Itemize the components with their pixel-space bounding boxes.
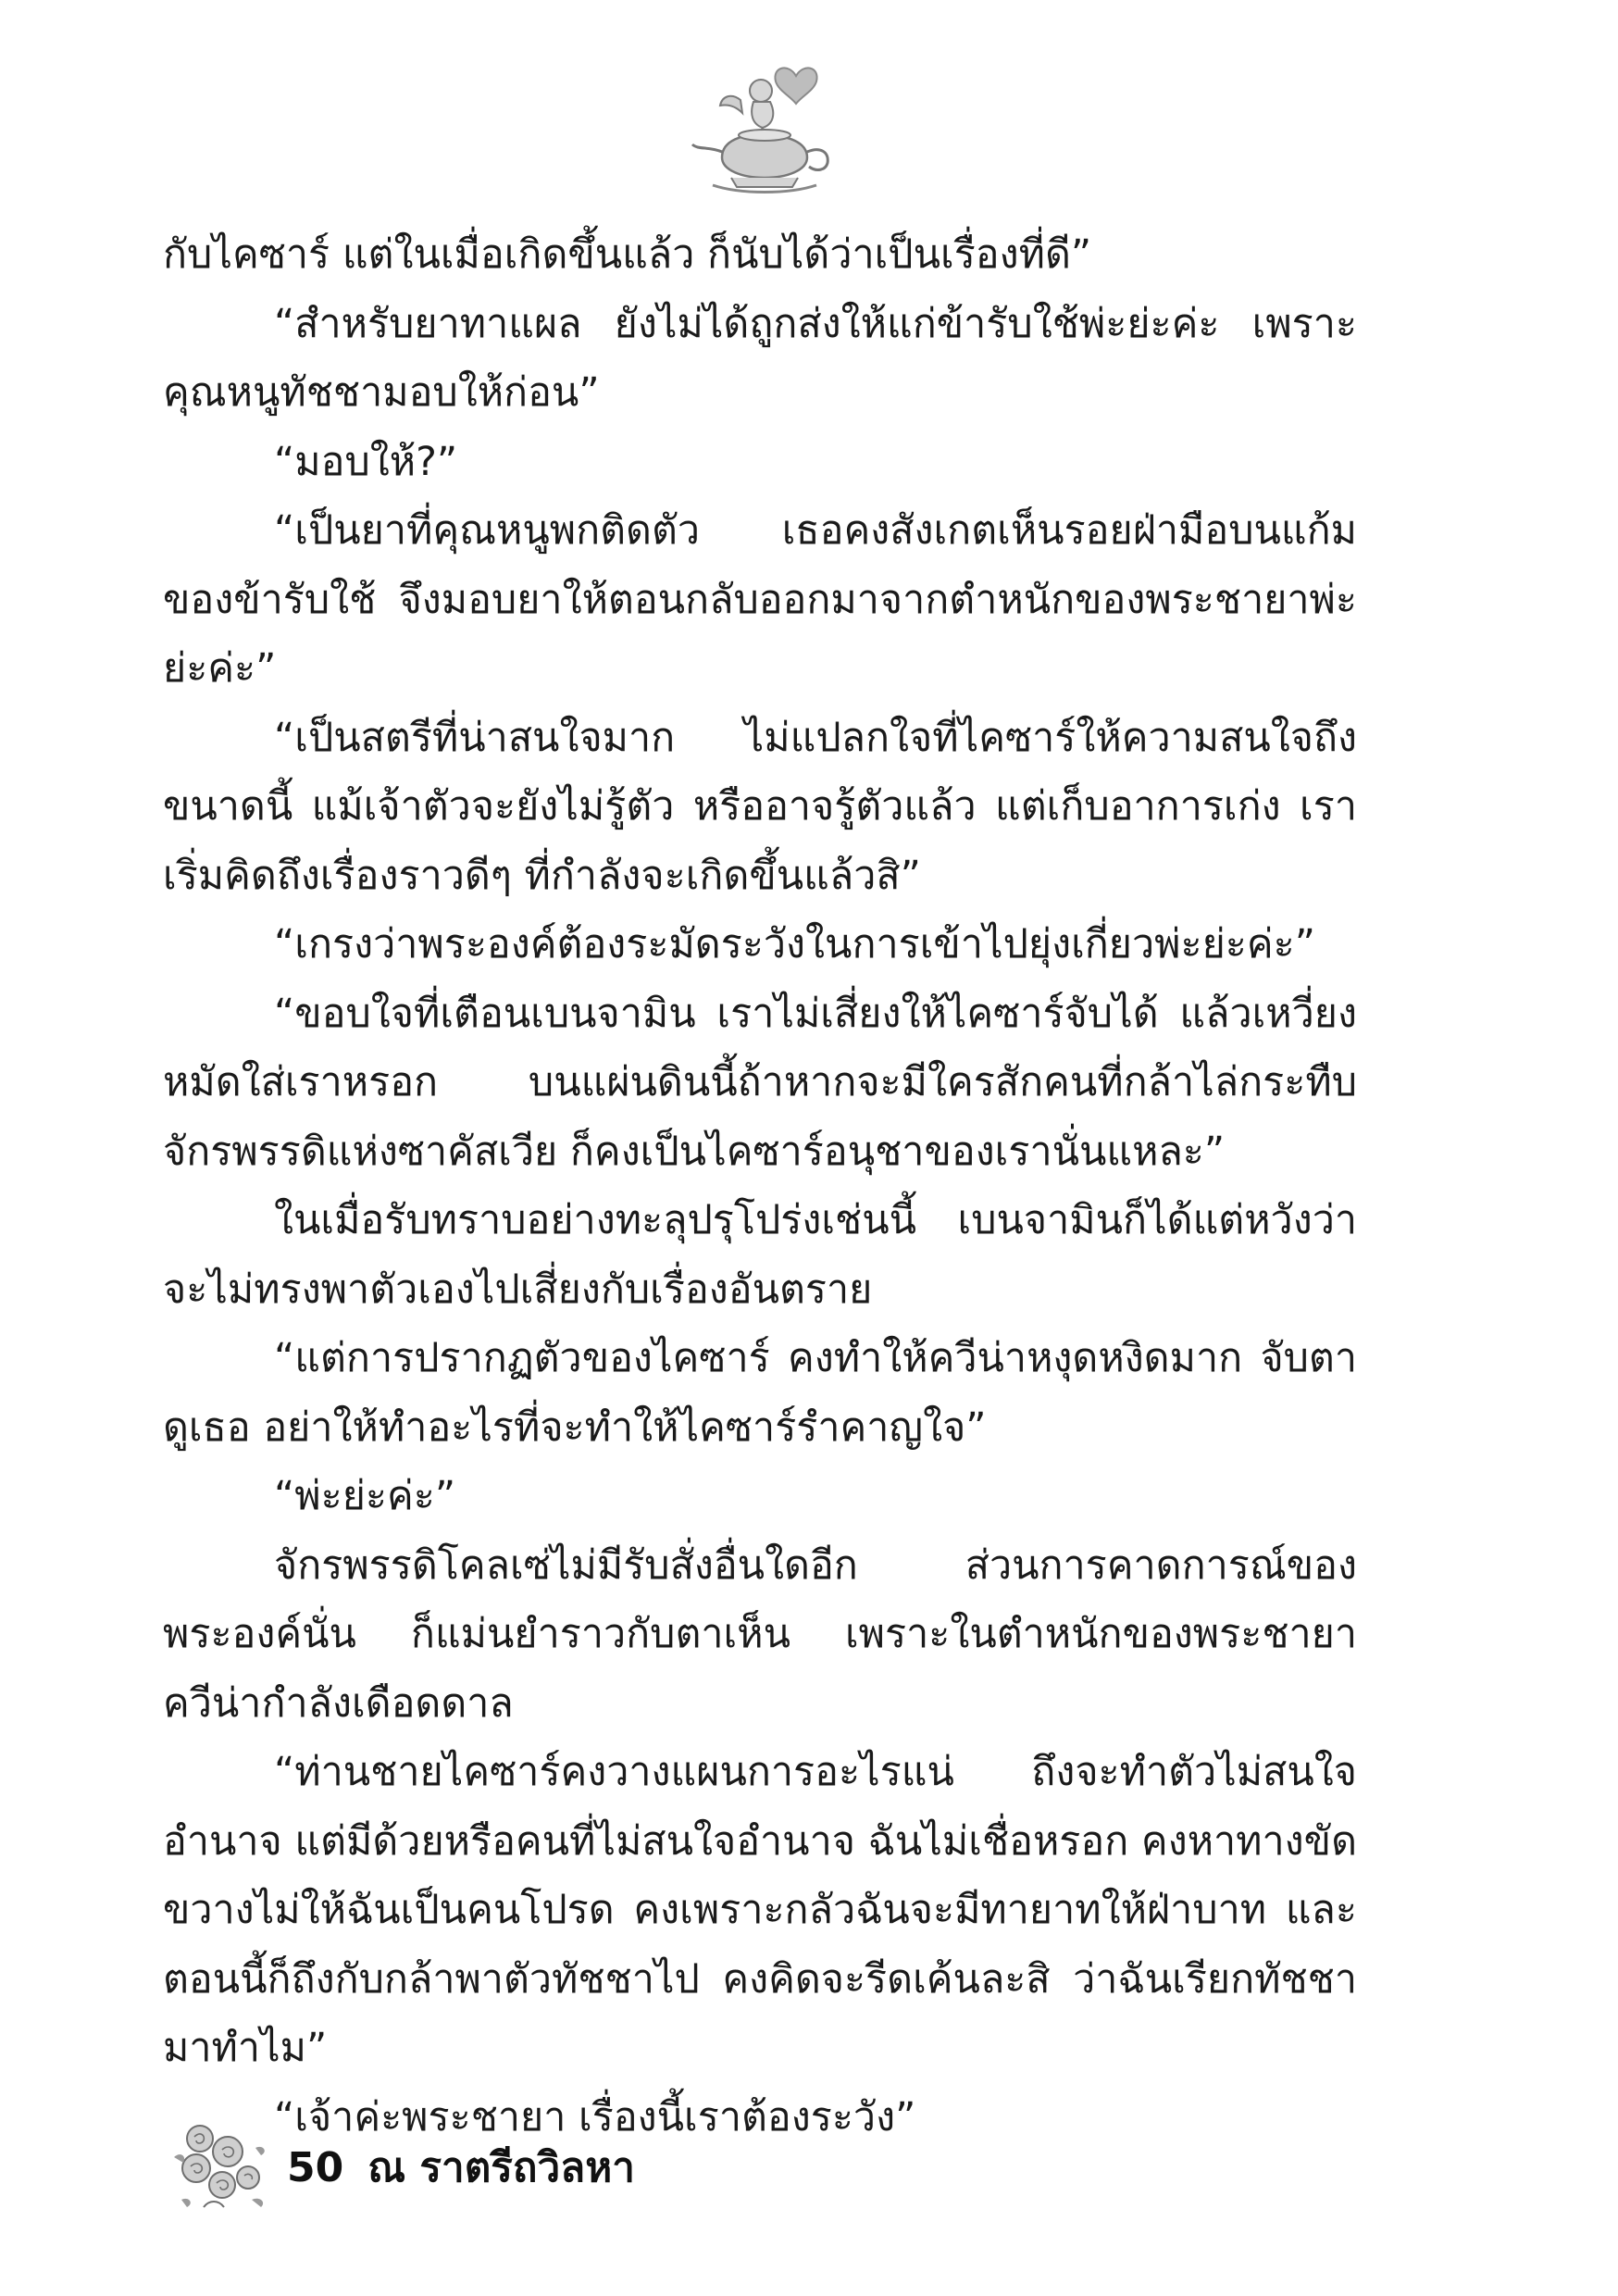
rose-bouquet-ornament-icon xyxy=(163,2111,274,2222)
paragraph: “ท่านชายไคซาร์คงวางแผนการอะไรแน่ ถึงจะทำตัวไม่สนใจอำนาจ แต่มีด้วยหรือคนที่ไม่สนใจอำนาจ ฉันไม่เชื่อหรอก คงหาทางขัดขวางไม่ให้ฉันเป็นคนโปรด คงเพราะกลัวฉันจะมีทายาทให้ฝ่าบาท และตอนนี้ก็ถึงกับกล้าพาตัวทัชชาไป คงคิดจะรีดเค้นละสิ ว่าฉันเรียกทัชชามาทำไม” xyxy=(163,1749,1357,2071)
page-number: 50 xyxy=(287,2144,344,2191)
chapter-body-text xyxy=(163,220,1357,2152)
paragraph: “มอบให้?” xyxy=(274,438,458,485)
paragraph: “พ่ะย่ะค่ะ” xyxy=(274,1473,456,1519)
footer-text xyxy=(287,2135,659,2200)
paragraph: “เป็นสตรีที่น่าสนใจมาก ไม่แปลกใจที่ไคซาร์ให้ความสนใจถึงขนาดนี้ แม้เจ้าตัวจะยังไม่รู้ตัว หรืออาจรู้ตัวแล้ว แต่เก็บอาการเก่ง เราเริ่มคิดถึงเรื่องราวดีๆ ที่กำลังจะเกิดขึ้นแล้วสิ” xyxy=(163,714,1357,899)
paragraph: “ขอบใจที่เตือนเบนจามิน เราไม่เสี่ยงให้ไคซาร์จับได้ แล้วเหวี่ยงหมัดใส่เราหรอก บนแผ่นดินนี้ถ้าหากจะมีใครสักคนที่กล้าไล่กระทืบจักรพรรดิแห่งซาคัสเวีย ก็คงเป็นไคซาร์อนุชาของเรานั่นแหละ” xyxy=(163,990,1357,1175)
book-title: ณ ราตรีถวิลหา xyxy=(367,2144,635,2191)
paragraph: “แต่การปรากฏตัวของไคซาร์ คงทำให้ควีน่าหงุดหงิดมาก จับตาดูเธอ อย่าให้ทำอะไรที่จะทำให้ไคซาร์รำคาญใจ” xyxy=(163,1335,1357,1451)
paragraph: ในเมื่อรับทราบอย่างทะลุปรุโปร่งเช่นนี้ เบนจามินก็ได้แต่หวังว่าจะไม่ทรงพาตัวเองไปเสี่ยงกับเรื่องอันตราย xyxy=(163,1197,1357,1313)
paragraph: “เกรงว่าพระองค์ต้องระมัดระวังในการเข้าไปยุ่งเกี่ยวพ่ะย่ะค่ะ” xyxy=(274,921,1316,967)
paragraph: “เจ้าค่ะพระชายา เรื่องนี้เราต้องระวัง” xyxy=(274,2093,916,2140)
paragraph: จักรพรรดิโคลเซ่ไม่มีรับสั่งอื่นใดอีก ส่วนการคาดการณ์ของพระองค์นั่น ก็แม่นยำราวกับตาเห็น เพราะในตำหนักของพระชายา ควีน่ากำลังเดือดดาล xyxy=(163,1541,1357,1727)
page-footer xyxy=(163,2111,811,2222)
paragraph: กับไคซาร์ แต่ในเมื่อเกิดขึ้นแล้ว ก็นับได้ว่าเป็นเรื่องที่ดี” xyxy=(163,231,1092,278)
paragraph: “เป็นยาที่คุณหนูพกติดตัว เธอคงสังเกตเห็นรอยฝ่ามือบนแก้มของข้ารับใช้ จึงมอบยาให้ตอนกลับออกมาจากตำหนักของพระชายาพ่ะย่ะค่ะ” xyxy=(163,507,1357,692)
cherub-teapot-ornament-icon xyxy=(685,56,842,204)
paragraph: “สำหรับยาทาแผล ยังไม่ได้ถูกส่งให้แก่ข้ารับใช้พ่ะย่ะค่ะ เพราะคุณหนูทัชชามอบให้ก่อน” xyxy=(163,300,1357,416)
